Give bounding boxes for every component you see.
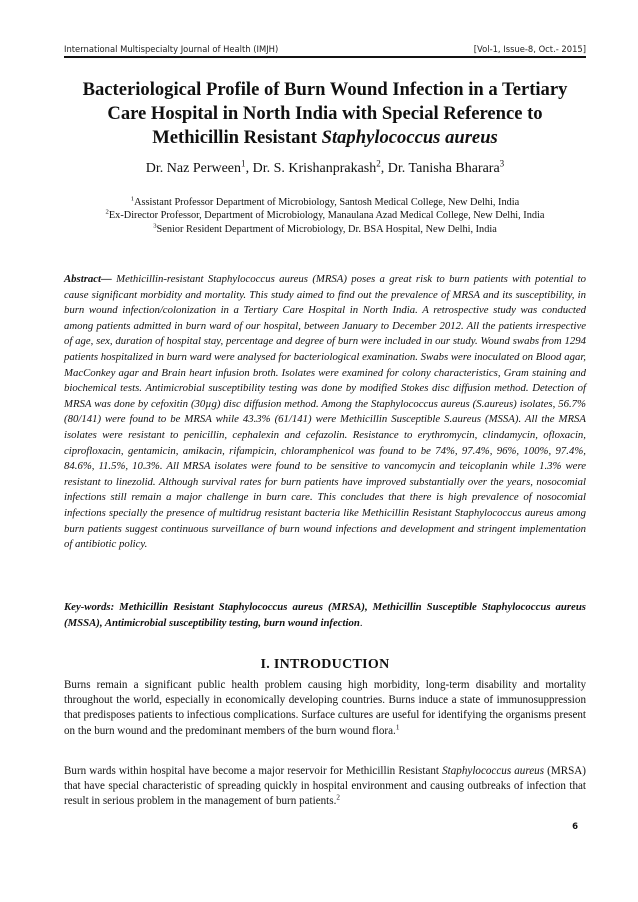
affiliations: [58, 196, 592, 236]
keywords-text: Key-words: Methicillin Resistant Staphylococcus aureus (MRSA), Methicillin Susceptible Staphylococcus aureus (MSSA), Antimicrobial susceptibility testing, burn wound infection: [64, 601, 586, 629]
intro-p2-species: Staphylococcus aureus: [442, 765, 545, 777]
citation-2: 2: [336, 793, 340, 802]
abstract-text: Methicillin-resistant Staphylococcus aureus (MRSA) poses a great risk to burn patients with potential to cause significant morbidity and mortality. This study aimed to find out the prevalence of MRSA and its susceptibility, in burn wound infection/colonization in a Tertiary Care Hospital in North India. A retrospective study was conducted among patients admitted in burn ward of our hospital, between January to December 2012. All the patients irrespective of age, sex, duration of hospital stay, percentage and degree of burn were included in our study. Wound swabs from 1294 patients hospitalized in burn ward were analysed for bacteriological examination. Swabs were inoculated on Blood agar, MacConkey agar and Brain heart infusion broth. Isolates were examined for colony characteristics, Gram staining and biochemical tests. Antimicrobial susceptibility testing was done by modified Stokes disc diffusion method. Detection of MRSA was done by cefoxitin (30µg) disc diffusion method. Among the Staphylococcus aureus (S.aureus) isolates, 56.7% (80/141) were found to be MRSA while 43.3% (61/141) were Methicillin Susceptible S.aureus (MSSA). All the MRSA isolates were resistant to penicillin, cephalexin and cefazolin. Resistance to erythromycin, clindamycin, ofloxacin, ciprofloxacin, gentamicin, amikacin, rifampicin, chloramphenicol was found to be 74%, 97.4%, 96%, 100%, 97.4%, 84.6%, 11.5%, 10.3%. All MRSA isolates were found to be sensitive to vancomycin and teicoplanin while 1.3% were resistant to linezolid. Although survival rates for burn patients have improved substantially over the years, nosocomial infections still remain a major challenge in burn care. This concludes that there is high prevalence of nosocomial infections specially the presence of multidrug resistant bacteria like Methicillin Resistant Staphylococcus aureus among burn patients suggest continuous surveillance of burn wound infections and development and stringent implementation of antibiotic policy.: [64, 273, 586, 551]
intro-p1-text: Burns remain a significant public health problem causing high morbidity, long-term disability and mortality throughout the world, especially in economically developing countries. Burns induce a state of immunosuppression that predisposes patients to infectious complications. Surface cultures are useful for identifying the organisms present on the burn wound and the predominant members of the burn wound flora.: [64, 679, 586, 737]
title-main: Bacteriological Profile of Burn Wound Infection in a Tertiary Care Hospital in North India with Special Reference to Methicillin Resistant: [82, 79, 568, 148]
abstract-label: Abstract—: [64, 273, 112, 285]
keywords: [64, 600, 586, 631]
keywords-end: .: [359, 616, 363, 629]
abstract: [64, 272, 586, 553]
header-rule: [64, 56, 586, 58]
paper-title: [64, 78, 586, 150]
title-species: Staphylococcus aureus: [321, 127, 498, 148]
affiliation-2: $^2$Ex-Director Professor, Department of Microbiology, Manaulana Azad Medical College, New Delhi, India: [105, 208, 545, 222]
intro-p2-text-a: Burn wards within hospital have become a major reservoir for Methicillin Resistant: [64, 765, 443, 777]
issue-info: [Vol-1, Issue-8, Oct.- 2015]: [473, 44, 586, 54]
intro-p2-text-b: (MRSA) that have special characteristic of spreading quickly in hospital environment and causing outbreaks of infection that result in serious problem in the management of burn patients.: [64, 765, 586, 808]
intro-paragraph-1: [64, 678, 586, 739]
section-heading-introduction: I. INTRODUCTION: [260, 657, 390, 672]
author-list: Dr. Naz Perween$^1$, Dr. S. Krishanprakash$^2$, Dr. Tanisha Bharara$^3$: [145, 158, 505, 176]
affiliation-3: $^3$Senior Resident Department of Microbiology, Dr. BSA Hospital, New Delhi, India: [153, 222, 497, 235]
intro-paragraph-2: [64, 764, 586, 810]
affiliation-1: $^1$Assistant Professor Department of Microbiology, Santosh Medical College, New Delhi, India: [130, 195, 520, 208]
author-3: Dr. Tanisha Bharara$^3$: [387, 158, 505, 176]
citation-1: 1: [395, 722, 400, 731]
author-2: Dr. S. Krishanprakash$^2$: [252, 158, 381, 176]
journal-name: International Multispecialty Journal of Health (IMJH): [64, 44, 279, 54]
author-1: Dr. Naz Perween$^1$: [145, 158, 246, 176]
page-number: 6: [572, 822, 578, 832]
